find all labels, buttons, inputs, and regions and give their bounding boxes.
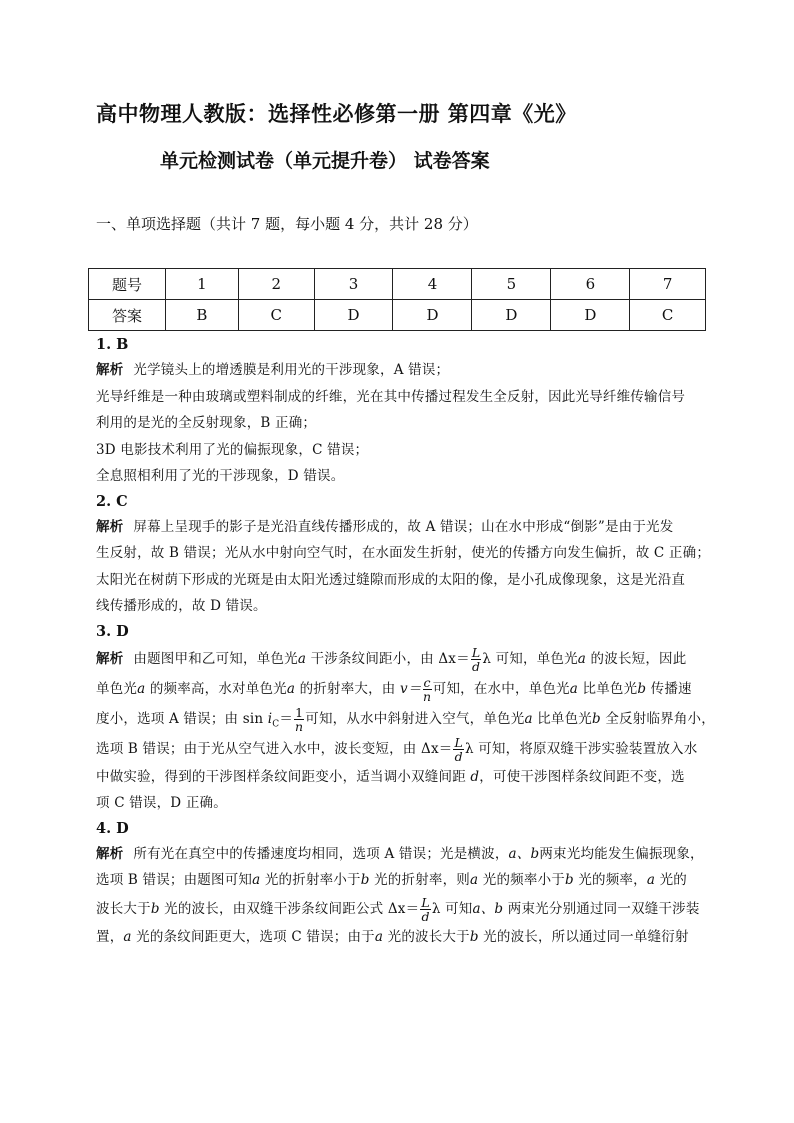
question-number: 1. B <box>96 336 129 353</box>
explanation-label: 解析 <box>96 362 124 378</box>
table-row-label: 题号 <box>89 269 166 300</box>
explanation-label: 解析 <box>96 518 124 535</box>
table-cell: D <box>472 300 551 331</box>
document-title: 高中物理人教版：选择性必修第一册 第四章《光》 <box>96 101 577 126</box>
table-row-label: 答案 <box>89 300 166 331</box>
table-cell: 2 <box>238 269 314 300</box>
table-cell: 6 <box>551 269 630 300</box>
explanation-line: 解析 由题图甲和乙可知，单色光a 干涉条纹间距小，由 Δx＝ $\frac{L}{d}$ λ 可知，单色光a 的波长短，因此 <box>96 644 687 674</box>
fraction-1-over-n: $\frac{1}{n}$ <box>295 704 304 734</box>
answer-table <box>88 268 706 331</box>
explanation-line: 解析 光学镜头上的增透膜是利用光的干涉现象，A 错误； <box>96 362 450 378</box>
document-subtitle: 单元检测试卷（单元提升卷） 试卷答案 <box>160 150 490 172</box>
table-cell: C <box>238 300 314 331</box>
explanation-line: 度小，选项 A 错误；由 $\sin i_C=$ $\frac{1}{n}$ 可知，从水中斜射进入空气，单色光a 比单色光b 全反射临界角小， <box>96 704 715 734</box>
explanation-label: 解析 <box>96 845 124 862</box>
explanation-line: 解析 屏幕上呈现手的影子是光沿直线传播形成的，故 A 错误；山在水中形成“倒影”是由于光发 <box>96 518 674 535</box>
table-cell: 7 <box>630 269 706 300</box>
table-cell: C <box>630 300 706 331</box>
explanation-line: 线传播形成的，故 D 错误。 <box>96 598 267 614</box>
explanation-line: 项 C 错误，D 正确。 <box>96 795 227 811</box>
explanation-line: 太阳光在树荫下形成的光斑是由太阳光透过缝隙而形成的太阳的像，是小孔成像现象，这是光沿直 <box>96 571 686 588</box>
explanation-line: 解析 所有光在真空中的传播速度均相同，选项 A 错误；光是横波，a、b两束光均能发生偏振现象， <box>96 845 704 862</box>
fraction-L-over-d: $\frac{L}{d}$ <box>454 734 463 764</box>
table-cell: D <box>551 300 630 331</box>
question-number: 3. D <box>96 622 129 640</box>
fraction-c-over-n: $\frac{c}{n}$ <box>423 674 432 704</box>
explanation-line: 置，a 光的条纹间距更大，选项 C 错误；由于a 光的波长大于b 光的波长，所以通过同一单缝衍射 <box>96 928 689 945</box>
explanation-line: 选项 B 错误；由于光从空气进入水中，波长变短，由 Δx＝ $\frac{L}{d}$ λ 可知，将原双缝干涉实验装置放入水 <box>96 734 698 764</box>
explanation-line: 全息照相利用了光的干涉现象，D 错误。 <box>96 468 345 484</box>
answers-body <box>96 333 714 950</box>
explanation-line: 利用的是光的全反射现象，B 正确； <box>96 415 317 431</box>
table-cell: 5 <box>472 269 551 300</box>
table-cell: D <box>393 300 472 331</box>
fraction-L-over-d: $\frac{L}{d}$ <box>421 894 430 924</box>
table-row <box>89 300 706 331</box>
explanation-line: 波长大于b 光的波长，由双缝干涉条纹间距公式 Δx＝ $\frac{L}{d}$ λ 可知a、b 两束光分别通过同一双缝干涉装 <box>96 894 700 924</box>
explanation-line: 选项 B 错误；由题图可知a 光的折射率小于b 光的折射率，则a 光的频率小于b 光的频率，a 光的 <box>96 872 687 888</box>
question-number: 2. C <box>96 492 128 510</box>
table-cell: 4 <box>393 269 472 300</box>
explanation-line: 生反射，故 B 错误；光从水中射向空气时，在水面发生折射，使光的传播方向发生偏折，故 C 正确； <box>96 545 711 561</box>
fraction-L-over-d: $\frac{L}{d}$ <box>471 644 481 674</box>
explanation-line: 中做实验，得到的干涉图样条纹间距变小，适当调小双缝间距 d，可使干涉图样条纹间距不变，选 <box>96 768 685 785</box>
explanation-line: 单色光a 的频率高，水对单色光a 的折射率大，由 v＝ $\frac{c}{n}$ 可知，在水中，单色光a 比单色光b 传播速 <box>96 674 692 704</box>
table-cell: B <box>166 300 239 331</box>
explanation-label: 解析 <box>96 650 124 667</box>
section-heading: 一、单项选择题（共计 7 题，每小题 4 分，共计 28 分） <box>96 215 478 233</box>
table-cell: 3 <box>314 269 393 300</box>
table-cell: D <box>314 300 393 331</box>
table-row <box>89 269 706 300</box>
question-number: 4. D <box>96 819 129 837</box>
explanation-line: 3D 电影技术利用了光的偏振现象，C 错误； <box>96 441 369 458</box>
table-cell: 1 <box>166 269 239 300</box>
explanation-line: 光导纤维是一种由玻璃或塑料制成的纤维，光在其中传播过程发生全反射，因此光导纤维传输信号 <box>96 388 686 405</box>
